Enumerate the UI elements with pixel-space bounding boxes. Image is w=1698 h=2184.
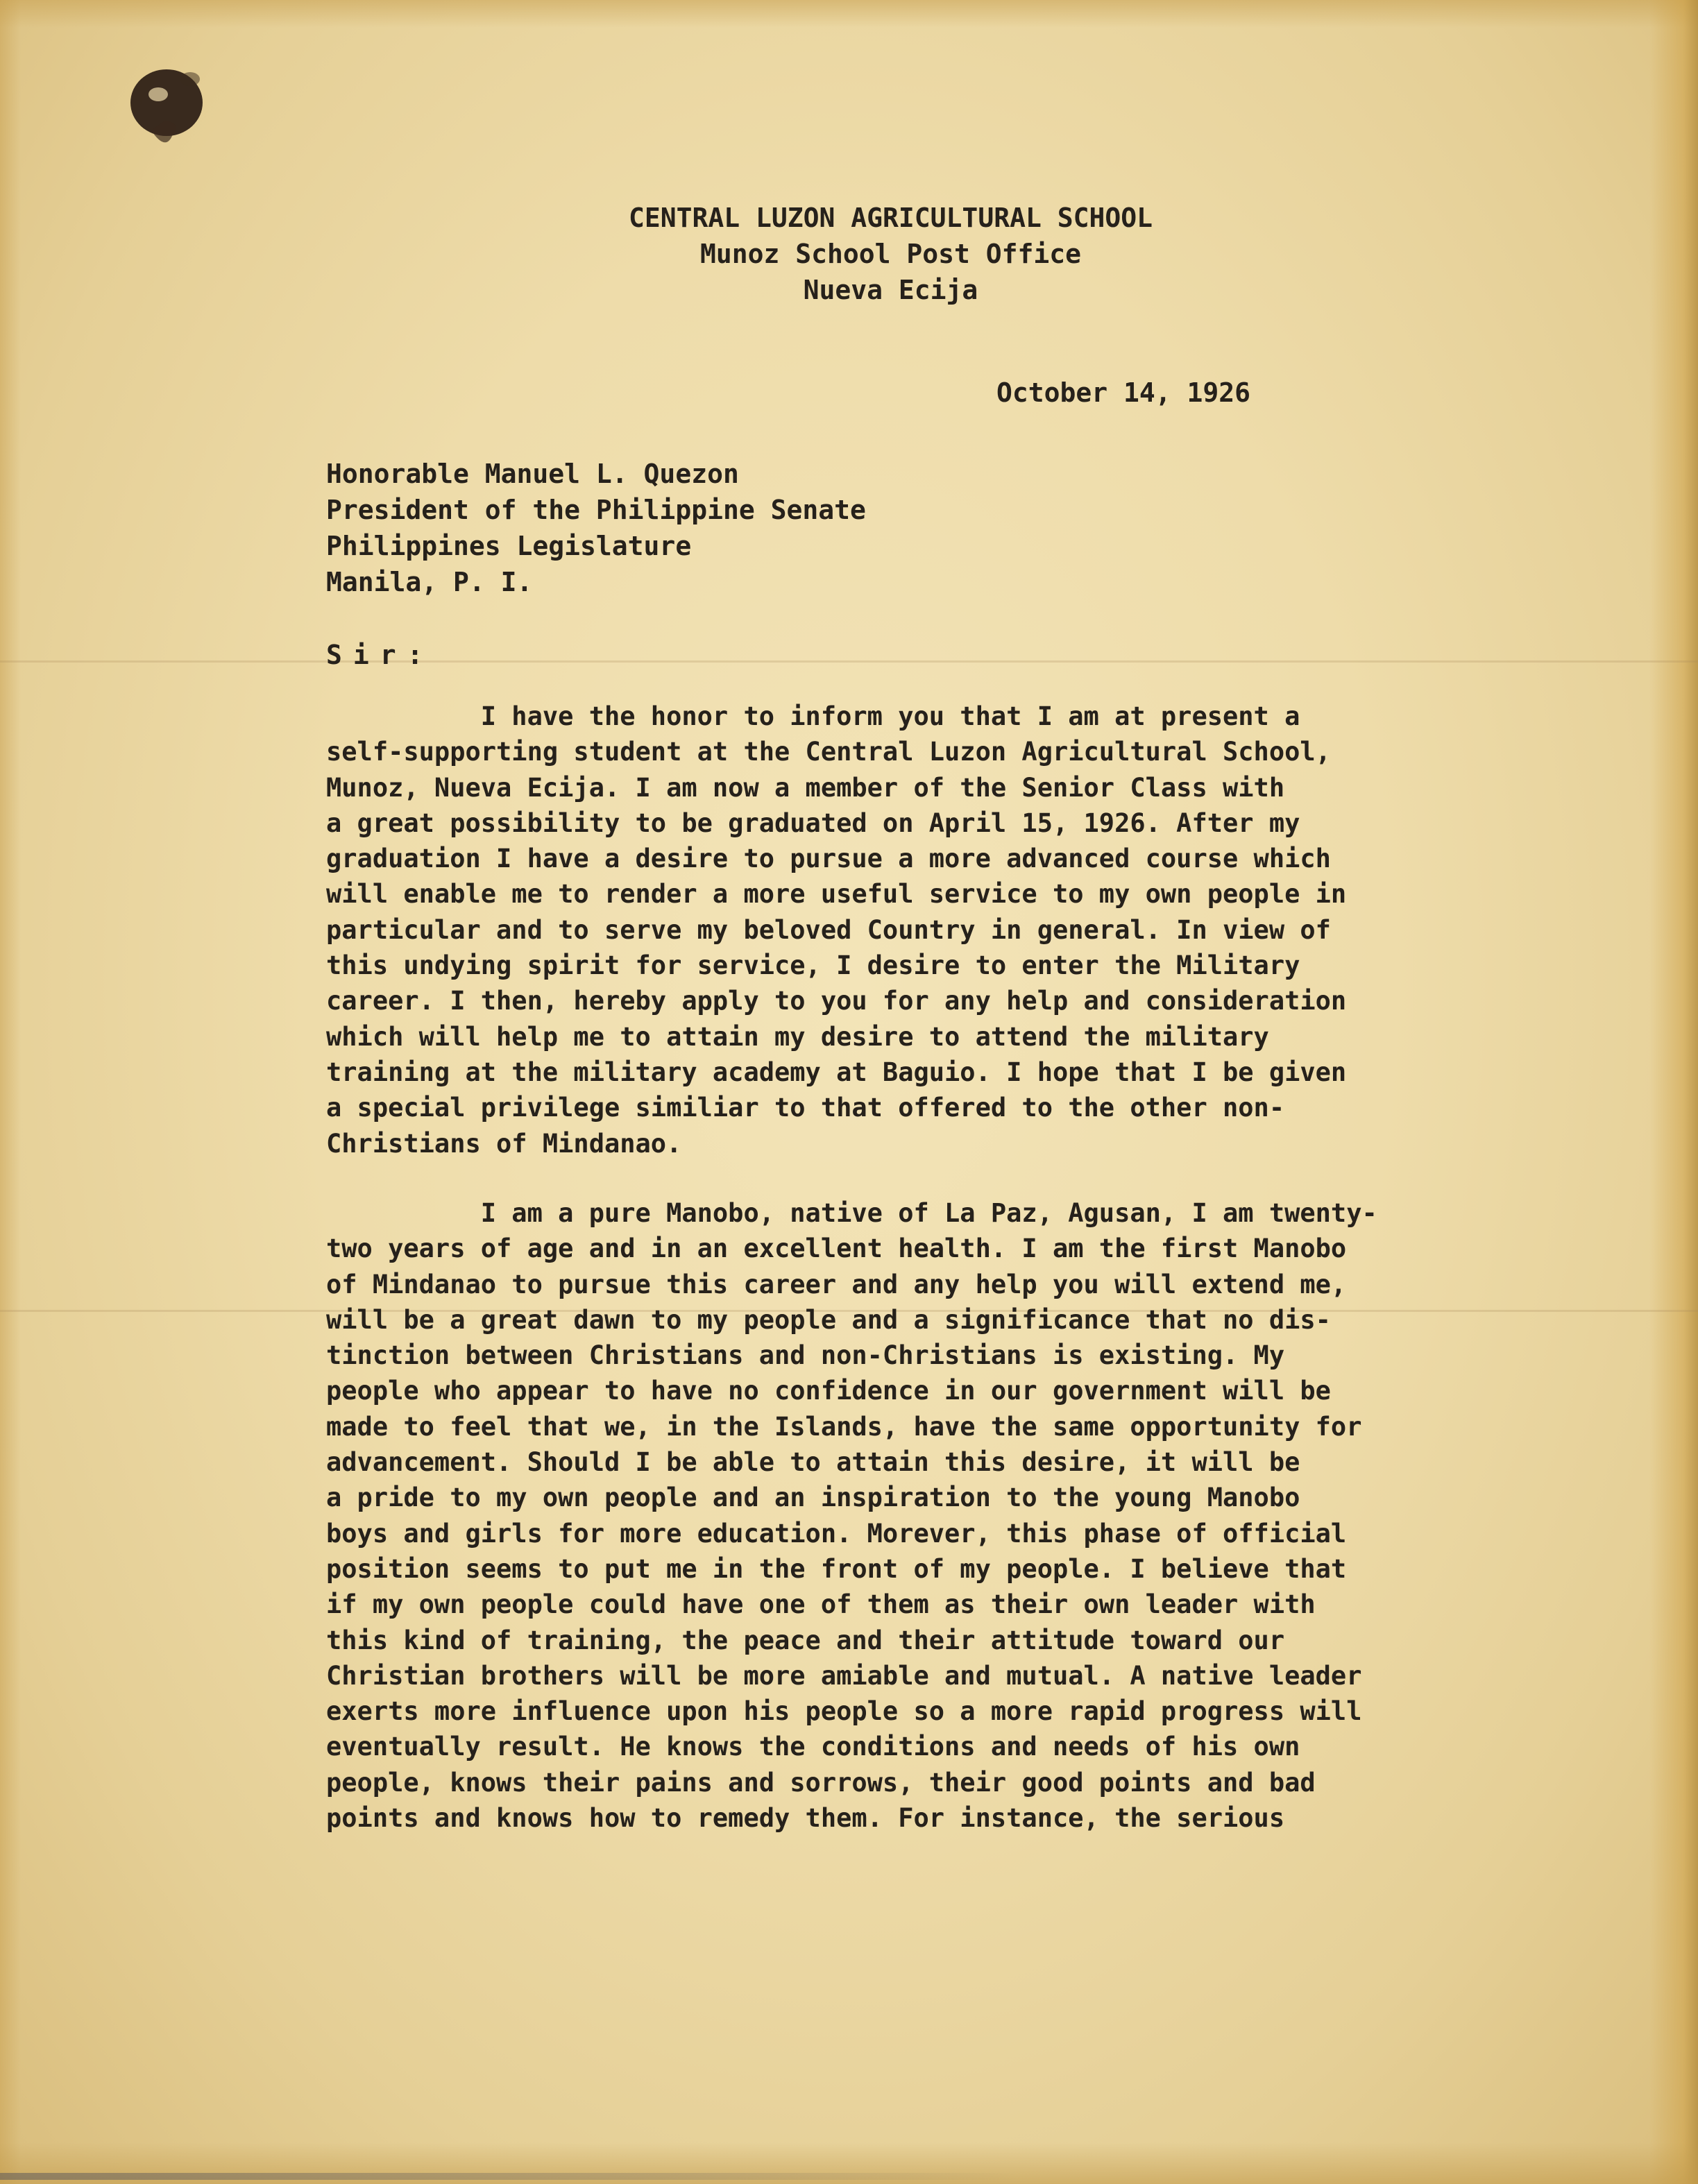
paper-fold-line bbox=[0, 660, 1698, 663]
paper-edge-right bbox=[1649, 0, 1698, 2184]
body-paragraph-2: I am a pure Manobo, native of La Paz, Agusan, I am twenty- two years of age and in an excellent health. I am the first Manobo of Mindanao to pursue this career and any help you will extend me, will be a great dawn to my people and a significance that no dis- tinction between Christians and non-Christians is existing. My people who appear to have no confidence in our government will be made to feel that we, in the Islands, have the same opportunity for advancement. Should I be able to attain this desire, it will be a pride to my own people and an inspiration to the young Manobo boys and girls for more education. Morever, this phase of official position seems to put me in the front of my people. I believe that if my own people could have one of them as their own leader with this kind of training, the peace and their attitude toward our Christian brothers will be more amiable and mutual. A native leader exerts more influence upon his people so a more rapid progress will eventually result. He knows the conditions and needs of his own people, knows their pains and sorrows, their good points and bad points and knows how to remedy them. For instance, the serious bbox=[326, 1198, 1377, 1834]
province: Nueva Ecija bbox=[803, 275, 978, 305]
recipient-title: President of the Philippine Senate bbox=[326, 495, 866, 525]
letterhead bbox=[0, 200, 1698, 308]
recipient-organization: Philippines Legislature bbox=[326, 531, 692, 561]
letter-date: October 14, 1926 bbox=[996, 377, 1251, 408]
body-paragraph-1: I have the honor to inform you that I am at present a self-supporting student at the Central Luzon Agricultural School, Munoz, Nueva Ecija. I am now a member of the Senior Class with a great possibility to be graduated on April 15, 1926. After my graduation I have a desire to pursue a more advanced course which will enable me to render a more useful service to my own people in particular and to serve my beloved Country in general. In view of this undying spirit for service, I desire to enter the Military career. I then, hereby apply to you for any help and consideration which will help me to attain my desire to attend the military training at the military academy at Baguio. I hope that I be given a special privilege similiar to that offered to the other non- Christians of Mindanao. bbox=[326, 701, 1347, 1159]
salutation: Sir: bbox=[326, 640, 434, 670]
paper-edge-left bbox=[0, 0, 21, 2184]
recipient-city: Manila, P. I. bbox=[326, 567, 533, 597]
post-office: Munoz School Post Office bbox=[699, 239, 1082, 269]
scan-footer-strip bbox=[0, 2173, 1698, 2180]
ink-stain bbox=[124, 54, 214, 158]
school-name: CENTRAL LUZON AGRICULTURAL SCHOOL bbox=[629, 203, 1153, 233]
recipient-address bbox=[326, 456, 866, 600]
paper-edge-top bbox=[0, 0, 1698, 28]
recipient-name: Honorable Manuel L. Quezon bbox=[326, 459, 739, 489]
